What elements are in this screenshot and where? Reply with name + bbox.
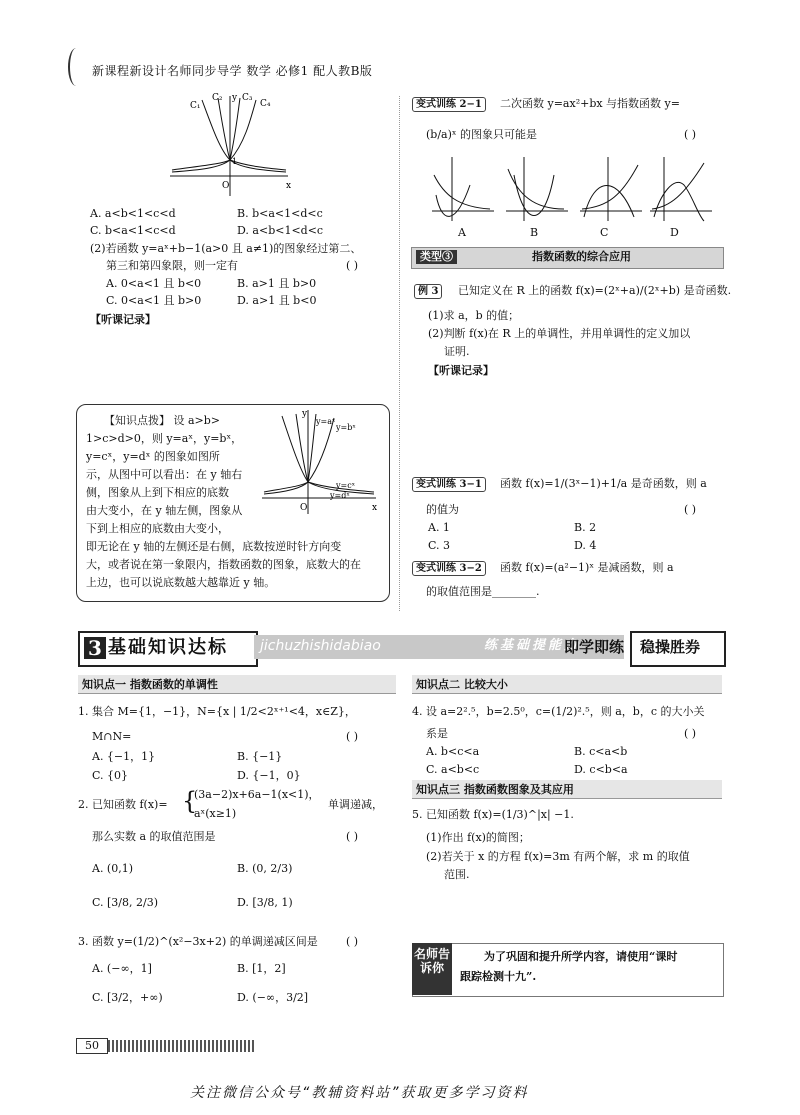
ex21-text: 二次函数 y=ax²+bx 与指数函数 y= [500, 97, 680, 110]
tip-line: 上边，也可以说底数越大越靠近 y 轴。 [86, 576, 276, 589]
exercise-2-1-badge: 变式训练 2−1 [412, 97, 486, 112]
ex21-answer-paren[interactable]: ( ) [684, 128, 697, 141]
choice-graph-d [650, 157, 712, 221]
kp1-q3-option-a[interactable]: A. (−∞，1] [92, 962, 152, 975]
kp2-q4-paren[interactable]: ( ) [684, 727, 697, 740]
q1-option-b[interactable]: B. b<a<1<d<c [237, 207, 323, 220]
tip-line: y=cˣ，y=dˣ 的图象如图所 [86, 450, 220, 463]
tip-line: 侧，图象从上到下相应的底数 [86, 486, 229, 499]
kp1-q2b: 那么实数 a 的取值范围是 [92, 830, 216, 843]
section-slogan: 练基础提能力 [484, 638, 581, 653]
tip-graph-label: y=bˣ [336, 423, 356, 432]
kp3-q5-3: 范围. [444, 868, 470, 881]
kp1-q2-paren[interactable]: ( ) [346, 830, 359, 843]
choice-graph-b [506, 157, 568, 221]
example-3-badge: 例 3 [414, 284, 442, 299]
kp3-q5-1: (1)作出 f(x)的简图； [426, 831, 530, 844]
teacher-tip-text1: 为了巩固和提升所学内容，请使用“课时 [484, 950, 678, 963]
section-right-1: 即学即练 [564, 638, 625, 656]
teacher-tip-text2: 跟踪检测十九”. [460, 970, 537, 983]
kp2-q4b: 系是 [426, 727, 448, 740]
kp1-q2-option-c[interactable]: C. [3/8, 2/3) [92, 896, 158, 909]
choice-label-c[interactable]: C [600, 226, 609, 239]
ex31-text: 函数 f(x)=1/(3ˣ−1)+1/a 是奇函数，则 a [500, 477, 707, 490]
page-header: 新课程新设计名师同步导学 数学 必修1 配人教B版 [92, 64, 373, 78]
section-number: 3 [84, 637, 106, 659]
tip-graph [256, 406, 386, 516]
section-title: 基础知识达标 [108, 637, 228, 658]
graph-label: O [222, 181, 230, 191]
graph-label: C₄ [260, 99, 271, 109]
choice-label-b[interactable]: B [530, 226, 539, 239]
tip-line: 大，或者说在第一象限内，指数函数的图象，底数大的在 [86, 558, 361, 571]
section-title-box [78, 631, 258, 667]
kp1-q1: 1. 集合 M={1，−1}，N={x | 1/2<2ˣ⁺¹<4，x∈Z}， [78, 705, 356, 718]
ex32-text2[interactable]: 的取值范围是________. [426, 585, 540, 598]
kp1-q1b: M∩N= [92, 730, 132, 743]
ex21-choice-graphs [430, 155, 720, 225]
kp1-q3: 3. 函数 y=(1/2)^(x²−3x+2) 的单调递减区间是 [78, 935, 318, 948]
listen-record-left: 【听课记录】 [90, 313, 156, 326]
ex31-text2: 的值为 [426, 503, 459, 516]
header-bracket [68, 48, 84, 86]
tip-graph-label: y=aˣ [316, 417, 336, 426]
section-right-box [630, 631, 726, 667]
choice-label-d[interactable]: D [670, 226, 679, 239]
kp3-q5: 5. 已知函数 f(x)=(1/3)^|x| −1. [412, 808, 574, 821]
q2-option-a[interactable]: A. 0<a<1 且 b<0 [106, 277, 202, 290]
ex32-text: 函数 f(x)=(a²−1)ˣ 是减函数，则 a [500, 561, 674, 574]
kp3-title: 知识点三 指数函数图象及其应用 [412, 780, 722, 799]
column-divider [399, 96, 400, 611]
q2-text: (2)若函数 y=aˣ+b−1(a>0 且 a≠1)的图象经过第二、 [90, 242, 362, 255]
kp1-q3-option-c[interactable]: C. [3/2，+∞) [92, 991, 163, 1004]
graph-label: x [286, 181, 292, 191]
kp2-q4-option-c[interactable]: C. a<b<c [426, 763, 480, 776]
q2-option-d[interactable]: D. a>1 且 b<0 [237, 294, 317, 307]
kp1-q1-option-a[interactable]: A. {−1，1} [92, 750, 156, 763]
ex31-option-b[interactable]: B. 2 [574, 521, 597, 534]
exponential-graph [160, 92, 300, 200]
section-banner [78, 631, 722, 663]
choice-label-a[interactable]: A [458, 226, 466, 239]
exercise-3-2-badge: 变式训练 3−2 [412, 561, 486, 576]
kp1-q3-option-d[interactable]: D. (−∞，3/2] [237, 991, 309, 1004]
kp1-q2-option-b[interactable]: B. (0, 2/3) [237, 862, 293, 875]
q2-text-2: 第三和第四象限，则一定有 [106, 259, 238, 272]
tip-graph-label: x [372, 503, 378, 513]
graph-label: C₂ [212, 93, 223, 103]
graph-label: 1 [232, 157, 238, 166]
kp1-title: 知识点一 指数函数的单调性 [78, 675, 396, 694]
ex31-answer-paren[interactable]: ( ) [684, 503, 697, 516]
kp2-q4-option-b[interactable]: B. c<a<b [574, 745, 628, 758]
tip-graph-label: y=dˣ [330, 491, 350, 500]
footer-note: 关注微信公众号“教辅资料站”获取更多学习资料 [190, 1085, 529, 1101]
tip-graph-label: O [300, 503, 308, 513]
type3-label: 类型③ [416, 250, 457, 264]
kp1-q2-case1: (3a−2)x+6a−1(x<1)， [194, 788, 320, 801]
kp3-q5-2: (2)若关于 x 的方程 f(x)=3m 有两个解，求 m 的取值 [426, 850, 690, 863]
graph-label: y [232, 93, 238, 103]
kp1-q1-paren[interactable]: ( ) [346, 730, 359, 743]
teacher-tip-logo-text: 名师告诉你 [414, 947, 451, 975]
tip-line: 示，从图中可以看出：在 y 轴右 [86, 468, 243, 481]
kp2-q4-option-d[interactable]: D. c<b<a [574, 763, 628, 776]
tip-line: 即无论在 y 轴的左侧还是右侧，底数按逆时针方向变 [86, 540, 342, 553]
kp2-q4: 4. 设 a=2².⁵，b=2.5⁰，c=(1/2)².⁵，则 a，b，c 的大小关 [412, 705, 705, 718]
ex3-q2: (2)判断 f(x)在 R 上的单调性，并用单调性的定义加以 [428, 327, 691, 340]
q1-option-c[interactable]: C. b<a<1<c<d [90, 224, 176, 237]
tip-line: 下到上相应的底数由大变小， [86, 522, 229, 535]
q1-option-d[interactable]: D. a<b<1<d<c [237, 224, 324, 237]
tip-graph-label: y=cˣ [336, 481, 356, 490]
teacher-tip-logo [412, 943, 452, 995]
ex3-q2b: 证明. [444, 345, 470, 358]
kp1-q3-option-b[interactable]: B. [1，2] [237, 962, 286, 975]
listen-record-right: 【听课记录】 [428, 364, 494, 377]
tip-graph-label: y [302, 409, 308, 419]
kp1-q2-lead: 2. 已知函数 f(x)= [78, 798, 168, 811]
section-pinyin: jichuzhishidabiao [260, 638, 381, 654]
ex31-option-d[interactable]: D. 4 [574, 539, 597, 552]
kp1-q2-case2: aˣ(x≥1) [194, 807, 237, 820]
kp1-q3-paren[interactable]: ( ) [346, 935, 359, 948]
q2-answer-paren[interactable]: ( ) [346, 259, 359, 272]
graph-label: C₃ [242, 93, 253, 103]
kp1-q2-option-d[interactable]: D. [3/8, 1) [237, 896, 293, 909]
graph-label: C₁ [190, 101, 201, 111]
kp1-q2-option-a[interactable]: A. (0,1) [92, 862, 134, 875]
q2-option-c[interactable]: C. 0<a<1 且 b>0 [106, 294, 202, 307]
kp1-q1-option-d[interactable]: D. {−1，0} [237, 769, 301, 782]
section-right-2: 稳操胜券 [640, 638, 701, 656]
tip-line: 【知识点拨】 设 a>b> [104, 414, 221, 427]
ex21-text2: (b/a)ˣ 的图象只可能是 [426, 128, 538, 141]
page-number: 50 [76, 1038, 108, 1054]
tip-line: 1>c>d>0，则 y=aˣ，y=bˣ， [86, 432, 243, 445]
ex3-q1: (1)求 a，b 的值； [428, 309, 520, 322]
kp1-q1-option-c[interactable]: C. {0} [92, 769, 129, 782]
ex31-option-a[interactable]: A. 1 [428, 521, 450, 534]
tip-line: 由大变小，在 y 轴左侧，图象从 [86, 504, 243, 517]
type3-title: 指数函数的综合应用 [532, 250, 631, 263]
q2-option-b[interactable]: B. a>1 且 b>0 [237, 277, 317, 290]
kp1-q2-tail: 单调递减， [328, 798, 383, 811]
brace-icon: { [182, 787, 198, 815]
ex31-option-c[interactable]: C. 3 [428, 539, 451, 552]
choice-graph-a [432, 157, 494, 221]
ex3-text: 已知定义在 R 上的函数 f(x)=(2ˣ+a)/(2ˣ+b) 是奇函数. [458, 284, 732, 297]
kp2-title: 知识点二 比较大小 [412, 675, 722, 694]
choice-graph-c [580, 157, 642, 221]
q1-option-a[interactable]: A. a<b<1<c<d [90, 207, 176, 220]
exercise-3-1-badge: 变式训练 3−1 [412, 477, 486, 492]
kp1-q1-option-b[interactable]: B. {−1} [237, 750, 283, 763]
kp2-q4-option-a[interactable]: A. b<c<a [426, 745, 480, 758]
